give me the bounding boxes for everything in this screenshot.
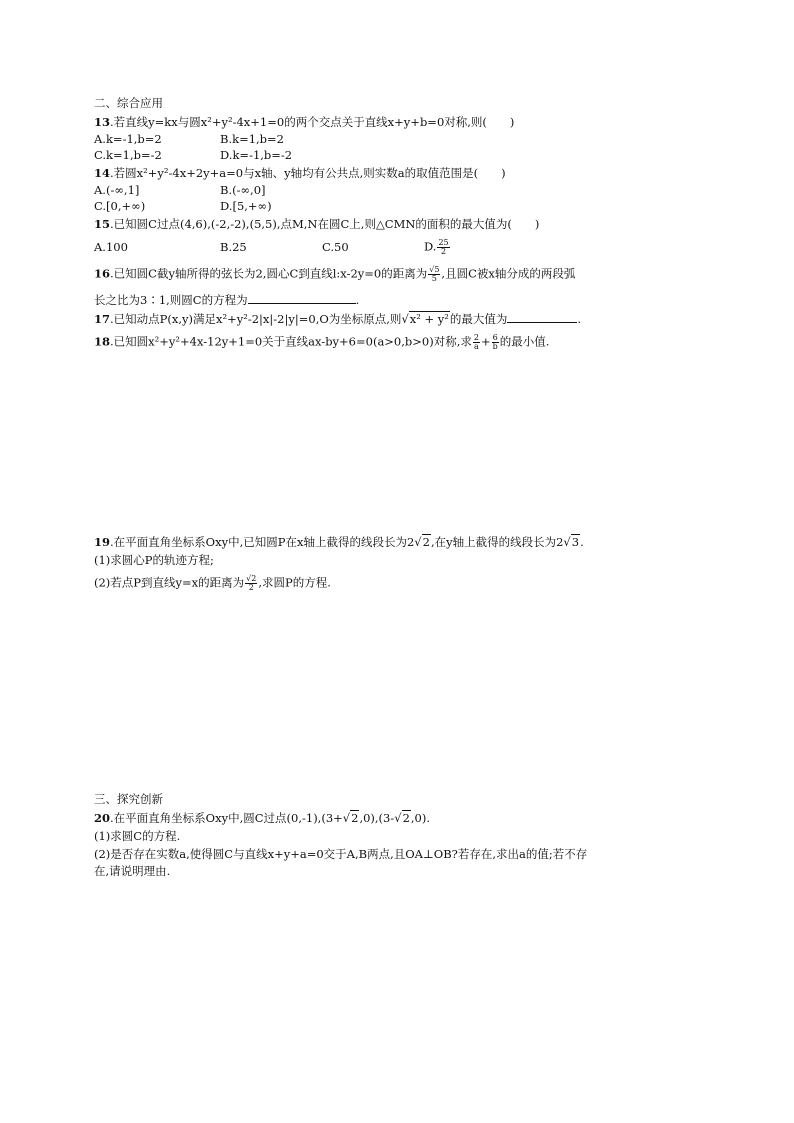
section-heading-3: 三、探究创新 bbox=[94, 792, 163, 806]
question-15 bbox=[94, 217, 539, 232]
question-16-cont: 长之比为3∶1,则圆C的方程为 . bbox=[94, 293, 360, 307]
question-number: 14 bbox=[94, 166, 111, 180]
option-a: A.(-∞,1] bbox=[94, 183, 140, 197]
question-17: 17.已知动点P(x,y)满足x²+y²-2|x|-2|y|=0,O为坐标原点,则√x² + y²的最大值为 . bbox=[94, 312, 582, 326]
option-c: C.[0,+∞) bbox=[94, 199, 146, 213]
question-19: 19.在平面直角坐标系Oxy中,已知圆P在x轴上截得的线段长为2√2,在y轴上截得的线段长为2√3. bbox=[94, 535, 584, 549]
option-c: C.k=1,b=-2 bbox=[94, 148, 162, 162]
option-a: A.100 bbox=[94, 239, 128, 254]
question-19-part2: (2)若点P到直线y=x的距离为 $\frac{√2}{2}$ ,求圆P的方程. bbox=[94, 574, 331, 592]
square-root: √3 bbox=[563, 535, 580, 549]
question-number: 17 bbox=[94, 312, 111, 326]
question-20-part1: (1)求圆C的方程. bbox=[94, 829, 181, 843]
question-14 bbox=[94, 166, 506, 181]
question-16: 16.已知圆C截y轴所得的弦长为2,圆心C到直线l:x-2y=0的距离为 $\frac{√5}{5}$ ,且圆C被x轴分成的两段弧 bbox=[94, 265, 576, 283]
fraction: $\frac{2}{a}$ bbox=[473, 333, 479, 351]
option-d: D.[5,+∞) bbox=[220, 199, 272, 213]
q13-options-row2 bbox=[94, 148, 292, 163]
section-heading-2: 二、综合应用 bbox=[94, 96, 163, 110]
question-number: 18 bbox=[94, 334, 111, 349]
option-a: A.k=-1,b=2 bbox=[94, 132, 162, 146]
option-c: C.50 bbox=[322, 239, 349, 254]
answer-blank[interactable] bbox=[248, 292, 356, 304]
question-text: .若直线y=kx与圆x²+y²-4x+1=0的两个交点关于直线x+y+b=0对称,则( ) bbox=[110, 115, 515, 129]
question-20-part2-line2: 在,请说明理由. bbox=[94, 864, 171, 878]
fraction: $\frac{√2}{2}$ bbox=[246, 574, 257, 592]
question-number: 20 bbox=[94, 811, 111, 825]
question-20-part2-line1: (2)是否存在实数a,使得圆C与直线x+y+a=0交于A,B两点,且OA⊥OB?若存在,求出a的值;若不存 bbox=[94, 847, 588, 861]
question-13 bbox=[94, 115, 514, 130]
question-number: 19 bbox=[94, 535, 111, 549]
fraction: $\frac{√5}{5}$ bbox=[429, 265, 440, 283]
q14-options-row1 bbox=[94, 183, 266, 198]
q13-options-row1 bbox=[94, 132, 284, 147]
answer-blank[interactable] bbox=[507, 311, 577, 323]
option-b: B.25 bbox=[220, 239, 247, 254]
question-18: 18.已知圆x²+y²+4x-12y+1=0关于直线ax-by+6=0(a>0,b>0)对称,求 $\frac{2}{a}$ + $\frac{6}{b}$ 的最小值. bbox=[94, 333, 550, 351]
option-b: B.(-∞,0] bbox=[220, 183, 266, 197]
q15-options bbox=[94, 239, 451, 256]
square-root: √x² + y² bbox=[401, 312, 449, 326]
option-b: B.k=1,b=2 bbox=[220, 132, 284, 146]
question-number: 13 bbox=[94, 115, 111, 129]
question-text: .若圆x²+y²-4x+2y+a=0与x轴、y轴均有公共点,则实数a的取值范围是( ) bbox=[110, 166, 506, 180]
question-text: .已知圆C过点(4,6),(-2,-2),(5,5),点M,N在圆C上,则△CMN的面积的最大值为( ) bbox=[110, 217, 540, 231]
option-d: D. $\frac{25}{2}$ bbox=[424, 238, 449, 256]
question-19-part1: (1)求圆心P的轨迹方程; bbox=[94, 553, 214, 567]
square-root: √2 bbox=[394, 811, 410, 825]
fraction: $\frac{25}{2}$ bbox=[438, 238, 449, 256]
option-d: D.k=-1,b=-2 bbox=[220, 148, 293, 162]
question-20: 20.在平面直角坐标系Oxy中,圆C过点(0,-1),(3+√2,0),(3-√2,0). bbox=[94, 811, 431, 825]
question-number: 15 bbox=[94, 217, 111, 231]
fraction: $\frac{6}{b}$ bbox=[492, 333, 498, 351]
square-root: √2 bbox=[414, 535, 430, 549]
q14-options-row2 bbox=[94, 199, 272, 214]
question-number: 16 bbox=[94, 266, 111, 281]
square-root: √2 bbox=[342, 811, 359, 825]
